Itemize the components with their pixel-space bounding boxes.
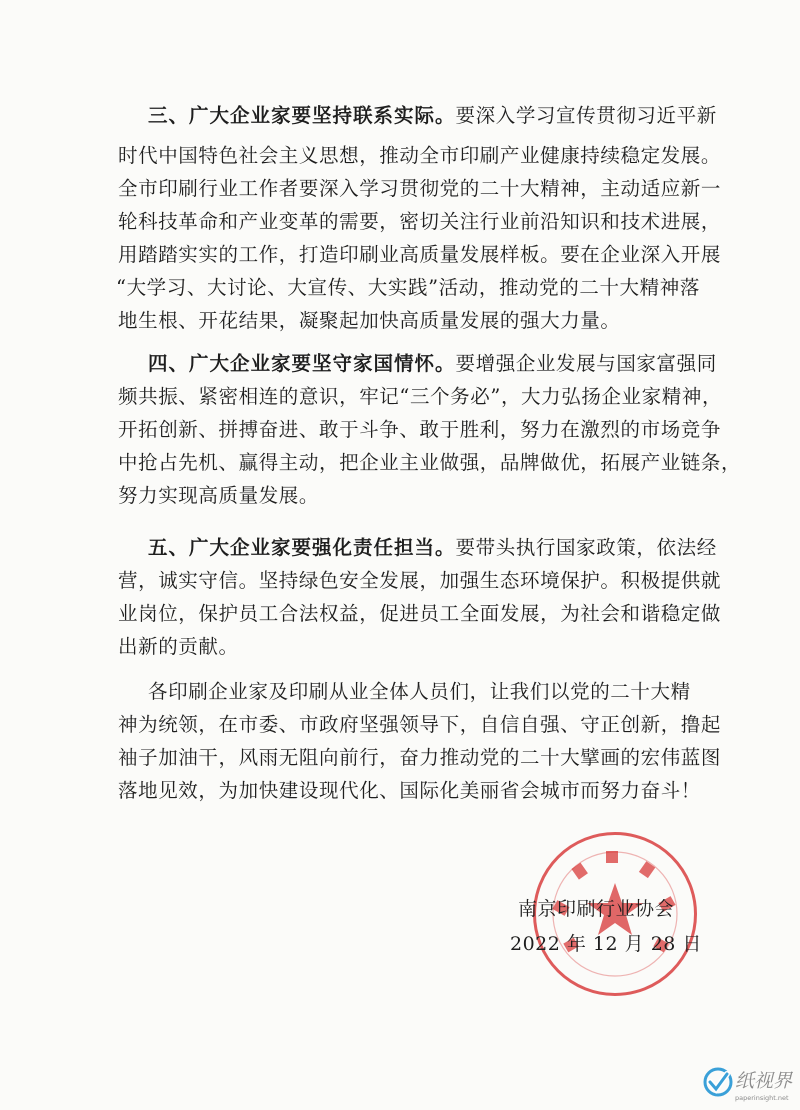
paragraph-line: 出新的贡献。	[118, 635, 239, 658]
paragraph-line: 落地见效，为加快建设现代化、国际化美丽省会城市而努力奋斗！	[118, 779, 701, 802]
signature-date: 2022 年 12 月 28 日	[510, 933, 702, 955]
paragraph-lead: 四、广大企业家要坚守家国情怀。	[148, 352, 456, 375]
paragraph-line: 开拓创新、拼搏奋进、敢于斗争、敢于胜利，努力在激烈的市场竞争	[118, 418, 722, 441]
paragraph-line: 努力实现高质量发展。	[118, 484, 320, 507]
paragraph-line: 神为统领，在市委、市政府坚强领导下，自信自强、守正创新，撸起	[118, 713, 722, 736]
paperinsight-logo-icon	[700, 1060, 800, 1106]
watermark-url: paperinsight.net	[735, 1094, 789, 1102]
paragraph-line: 各印刷企业家及印刷从业全体人员们，让我们以党的二十大精	[148, 680, 691, 703]
watermark-logo	[700, 1060, 800, 1106]
paragraph-line: 全市印刷行业工作者要深入学习贯彻党的二十大精神，主动适应新一	[118, 177, 722, 200]
paragraph-lead: 五、广大企业家要强化责任担当。	[148, 536, 456, 559]
paragraph-line: 中抢占先机、赢得主动，把企业主业做强，品牌做优，拓展产业链条，	[118, 451, 742, 474]
paragraph-line: 五、广大企业家要强化责任担当。要带头执行国家政策，依法经	[148, 536, 717, 559]
paragraph-line: 袖子加油干，风雨无阻向前行，奋力推动党的二十大擘画的宏伟蓝图	[118, 746, 722, 769]
paragraph-line: 轮科技革命和产业变革的需要，密切关注行业前沿知识和技术进展，	[118, 210, 722, 233]
paragraph-line: 业岗位，保护员工合法权益，促进员工全面发展，为社会和谐稳定做	[118, 602, 722, 625]
paragraph-line: 营，诚实守信。坚持绿色安全发展，加强生态环境保护。积极提供就	[118, 569, 722, 592]
paragraph-lead: 三、广大企业家要坚持联系实际。	[148, 104, 456, 127]
paragraph-line: 三、广大企业家要坚持联系实际。要深入学习宣传贯彻习近平新	[148, 104, 717, 127]
watermark-brand: 纸视界	[735, 1070, 793, 1092]
paragraph-line: 频共振、紧密相连的意识，牢记“三个务必”，大力弘扬企业家精神，	[118, 385, 723, 408]
paragraph-line: 用踏踏实实的工作，打造印刷业高质量发展样板。要在企业深入开展	[118, 243, 722, 266]
paragraph-line: “大学习、大讨论、大宣传、大实践”活动，推动党的二十大精神落	[116, 276, 700, 299]
paragraph-line: 地生根、开花结果，凝聚起加快高质量发展的强大力量。	[118, 309, 621, 332]
paragraph-line: 四、广大企业家要坚守家国情怀。要增强企业发展与国家富强同	[148, 352, 717, 375]
signature-organization: 南京印刷行业协会	[518, 898, 675, 920]
paragraph-line: 时代中国特色社会主义思想，推动全市印刷产业健康持续稳定发展。	[118, 144, 722, 167]
